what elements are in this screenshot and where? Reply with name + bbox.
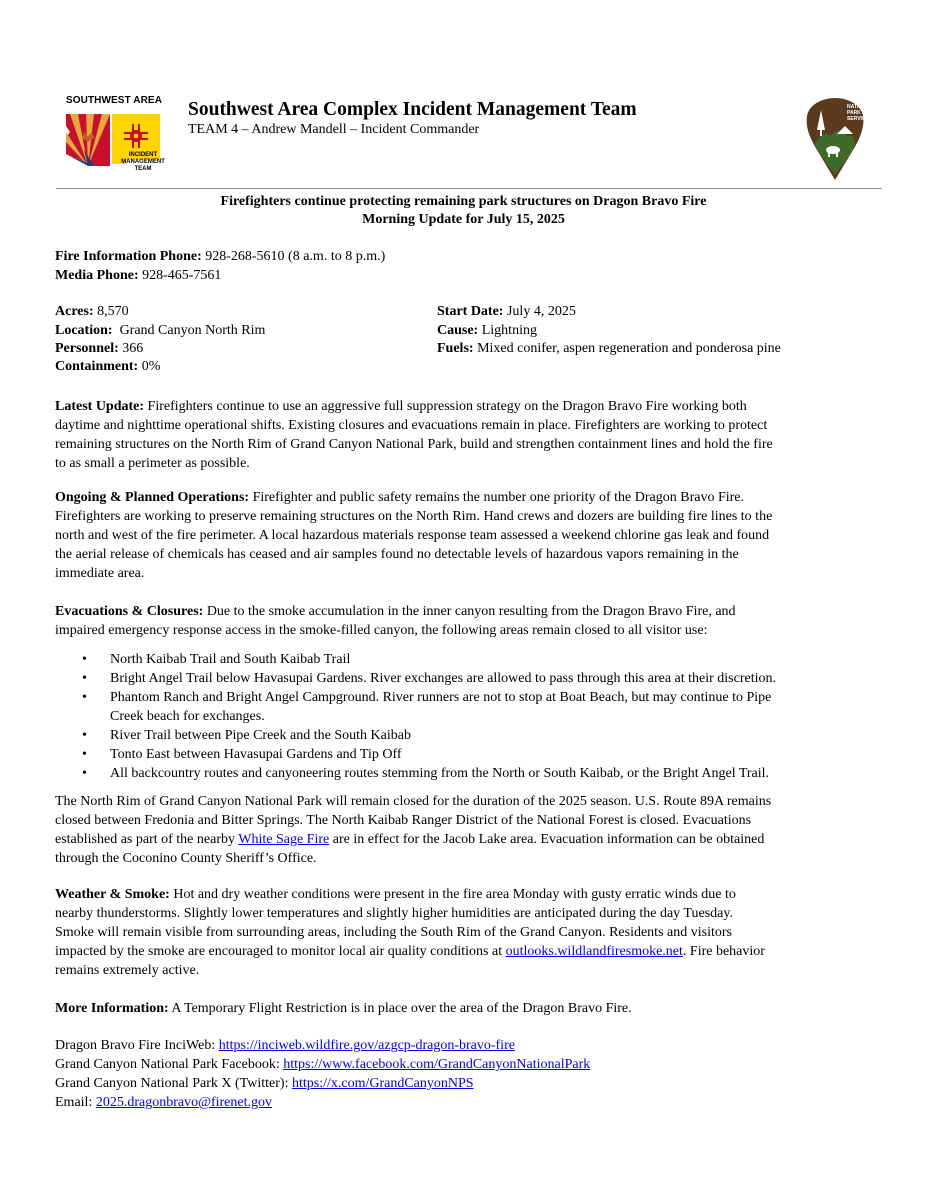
links-section: [55, 1036, 875, 1112]
media-phone: Media Phone: 928-465-7561: [55, 268, 222, 283]
evacuations-section: Evacuations & Closures: Due to the smoke accumulation in the inner canyon resulting from the Dragon Bravo Fire, and impaired emergency response access in the smoke-filled canyon, the following areas remain closed to all visitor use:: [55, 604, 736, 638]
fuels: Fuels: Mixed conifer, aspen regeneration and ponderosa pine: [437, 341, 781, 356]
closures-list: [55, 650, 875, 783]
logo-top-label: SOUTHWEST AREA: [65, 95, 163, 106]
list-item: • North Kaibab Trail and South Kaibab Trail: [82, 652, 351, 667]
email-link[interactable]: 2025.dragonbravo@firenet.gov: [95, 1095, 273, 1110]
start-date: Start Date: July 4, 2025: [437, 304, 576, 319]
twitter-link[interactable]: https://x.com/GrandCanyonNPS: [291, 1076, 474, 1091]
nps-text-service: SERVICE: [847, 116, 869, 122]
facebook-link[interactable]: https://www.facebook.com/GrandCanyonNationalPark: [283, 1057, 591, 1072]
list-item: • Tonto East between Havasupai Gardens and Tip Off: [82, 747, 402, 762]
nps-text-national: NATIONAL: [847, 104, 873, 110]
team-title: Southwest Area Complex Incident Management Team: [188, 99, 637, 120]
southwest-area-imt-logo: [60, 95, 168, 187]
more-info-section: More Information: A Temporary Flight Restriction is in place over the area of the Dragon Bravo Fire.: [55, 1001, 632, 1016]
inciweb-line: Dragon Bravo Fire InciWeb: https://inciweb.wildfire.gov/azgcp-dragon-bravo-fire: [55, 1038, 515, 1053]
header-divider: [56, 188, 882, 189]
north-rim-closure-paragraph: The North Rim of Grand Canyon National Park will remain closed for the duration of the 2025 season. U.S. Route 89A remains closed between Fredonia and Bitter Springs. The North Kaibab Ranger District of the National Forest is closed. Evacuations established as part of the nearby White Sage Fire are in effect for the Jacob Lake area. Evacuation information can be obtained through the Coconino County Sheriff’s Office.: [55, 794, 772, 866]
acres: Acres: 8,570: [55, 304, 129, 319]
containment: Containment: 0%: [55, 359, 161, 374]
nps-text-park: PARK: [847, 110, 861, 116]
team-subtitle: TEAM 4 – Andrew Mandell – Incident Commander: [188, 122, 480, 137]
list-item: • Phantom Ranch and Bright Angel Campground. River runners are not to stop at Boat Beach, but may continue to Pipe Creek beach for exchanges.: [82, 690, 772, 724]
latest-update-section: Latest Update: Firefighters continue to use an aggressive full suppression strategy on the Dragon Bravo Fire working both daytime and nighttime operational shifts. Existing closures and evacuations remain in place. Firefighters are working to protect remaining structures on the North Rim of Grand Canyon National Park, build and strengthen containment lines and hold the fire to as small a perimeter as possible.: [55, 399, 773, 471]
nps-arrowhead-icon: [805, 96, 873, 182]
personnel: Personnel: 366: [55, 341, 144, 356]
facebook-line: Grand Canyon National Park Facebook: https://www.facebook.com/GrandCanyonNationalPark: [55, 1057, 591, 1072]
headline: Firefighters continue protecting remaining park structures on Dragon Bravo Fire: [220, 194, 707, 209]
location: Location: Grand Canyon North Rim: [55, 323, 266, 338]
operations-section: Ongoing & Planned Operations: Firefighter and public safety remains the number one priority of the Dragon Bravo Fire. Firefighters are working to preserve remaining structures on the North Rim. Hand crews and dozers are building fire lines to the north and west of the fire perimeter. A local hazardous materials response team assessed a weekend chlorine gas leak and found the aerial release of chemicals has ceased and air samples found no detectable levels of hazardous vapors remaining in the immediate area.: [55, 490, 773, 581]
cause: Cause: Lightning: [437, 323, 537, 338]
list-item: • Bright Angel Trail below Havasupai Gardens. River exchanges are allowed to pass through this area at their discretion.: [82, 671, 776, 686]
logo-bottom-label: INCIDENT MANAGEMENT TEAM: [121, 152, 165, 172]
national-park-service-logo: [805, 96, 873, 187]
email-line: Email: 2025.dragonbravo@firenet.gov: [55, 1095, 273, 1110]
update-date: Morning Update for July 15, 2025: [362, 212, 565, 227]
inciweb-link[interactable]: https://inciweb.wildfire.gov/azgcp-dragon-bravo-fire: [218, 1038, 515, 1053]
fire-info-phone: Fire Information Phone: 928-268-5610 (8 a.m. to 8 p.m.): [55, 249, 386, 264]
list-item: • River Trail between Pipe Creek and the South Kaibab: [82, 728, 411, 743]
weather-section: Weather & Smoke: Hot and dry weather conditions were present in the fire area Monday with gusty erratic winds due to nearby thunderstorms. Slightly lower temperatures and slightly higher humidities are anticipated during the day Tuesday. Smoke will remain visible from surrounding areas, including the South Rim of the Grand Canyon. Residents and visitors impacted by the smoke are encouraged to monitor local air quality conditions at outlooks.wildlandfiresmoke.net. Fire behavior remains extremely active.: [55, 887, 765, 978]
air-quality-link[interactable]: outlooks.wildlandfiresmoke.net: [505, 944, 683, 959]
list-item: • All backcountry routes and canyoneering routes stemming from the North or South Kaibab, or the Bright Angel Trail.: [82, 766, 770, 781]
white-sage-fire-link[interactable]: White Sage Fire: [238, 832, 330, 847]
twitter-line: Grand Canyon National Park X (Twitter): https://x.com/GrandCanyonNPS: [55, 1076, 474, 1091]
